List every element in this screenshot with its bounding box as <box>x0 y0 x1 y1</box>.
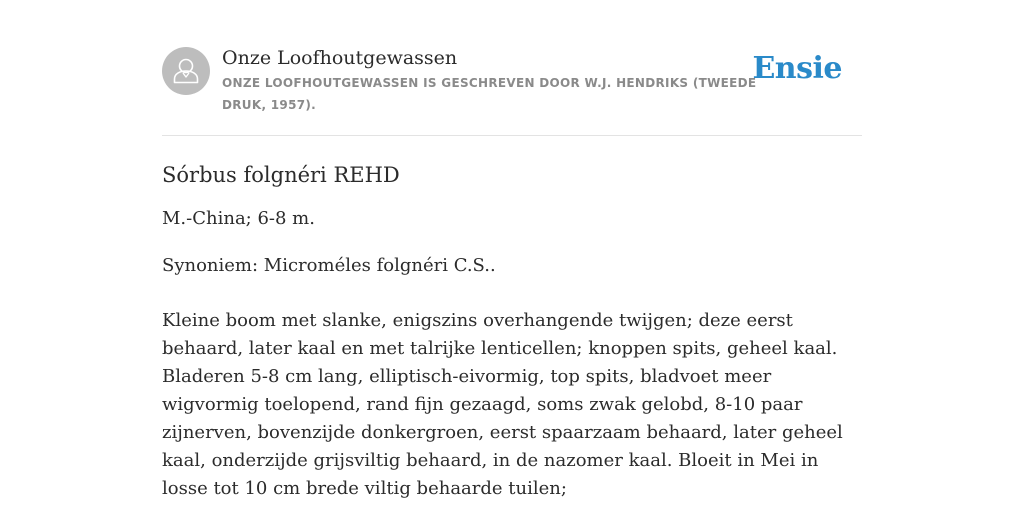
entry-region: M.-China; 6-8 m. <box>162 208 315 229</box>
entry-content <box>162 158 867 512</box>
brand-logo[interactable]: Ensie <box>752 51 842 86</box>
header-divider <box>162 135 862 136</box>
entry-description: Kleine boom met slanke, enigszins overhangende twijgen; deze eerst behaard, later kaal en met talrijke lenticellen; knoppen spits, geheel kaal. Bladeren 5-8 cm lang, elliptisch-eivormig, top spits, bladvoet meer wigvormig toelopend, rand fijn gezaagd, soms zwak gelobd, 8-10 paar zijnerven, bovenzijde donkergroen, eerst spaarzaam behaard, later geheel kaal, onderzijde grijsviltig behaard, in de nazomer kaal. Bloeit in Mei in losse tot 10 cm brede viltig behaarde tuilen; <box>162 310 843 499</box>
user-icon <box>162 47 210 95</box>
source-header <box>162 46 862 116</box>
source-title[interactable]: Onze Loofhoutgewassen <box>222 47 458 69</box>
entry-synonym: Synoniem: Microméles folgnéri C.S.. <box>162 255 496 276</box>
source-description: ONZE LOOFHOUTGEWASSEN IS GESCHREVEN DOOR W.J. HENDRIKS (TWEEDE DRUK, 1957). <box>222 76 757 112</box>
entry-title: Sórbus folgnéri REHD <box>162 163 400 187</box>
